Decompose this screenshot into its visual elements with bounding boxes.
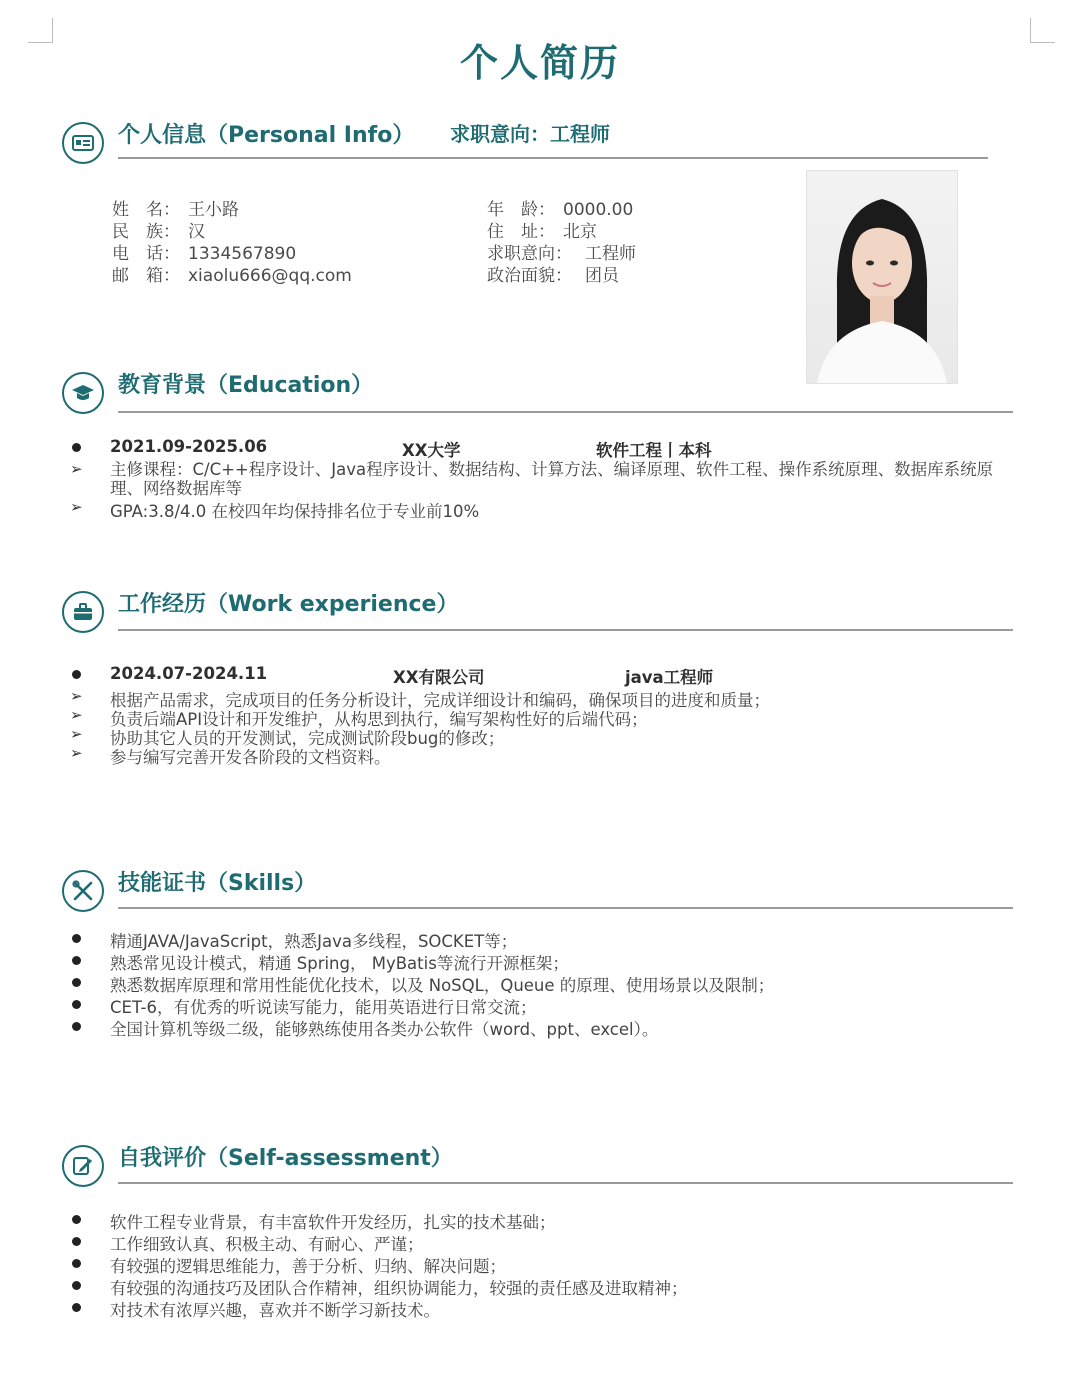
- info-phone: 电 话： 1334567890: [112, 244, 297, 264]
- job-objective-heading: 求职意向：工程师: [450, 122, 610, 146]
- arrow-bullet: ➢: [70, 725, 83, 743]
- bullet-dot: [72, 978, 81, 987]
- info-age: 年 龄： 0000.00: [487, 200, 634, 220]
- self-item: 有较强的沟通技巧及团队合作精神，组织协调能力，较强的责任感及进取精神；: [110, 1279, 688, 1298]
- skill-item: 精通JAVA/JavaScript，熟悉Java多线程，SOCKET等；: [110, 932, 518, 951]
- bullet-dot: [72, 1022, 81, 1031]
- edu-date: 2021.09-2025.06: [110, 437, 268, 456]
- section-divider: [118, 629, 1013, 631]
- skill-item: 熟悉数据库原理和常用性能优化技术，以及 NoSQL，Queue 的原理、使用场景以及限制；: [110, 976, 775, 995]
- work-item: 参与编写完善开发各阶段的文档资料。: [110, 748, 391, 767]
- arrow-bullet: ➢: [70, 687, 83, 705]
- bullet-dot: [72, 1259, 81, 1268]
- bullet-dot: [72, 934, 81, 943]
- arrow-bullet: ➢: [70, 498, 83, 516]
- work-item: 根据产品需求，完成项目的任务分析设计，完成详细设计和编码，确保项目的进度和质量；: [110, 691, 770, 710]
- work-role: java工程师: [625, 668, 714, 687]
- work-item: 协助其它人员的开发测试，完成测试阶段bug的修改；: [110, 729, 505, 748]
- work-date: 2024.07-2024.11: [110, 664, 268, 683]
- bullet-dot: [72, 1303, 81, 1312]
- work-item: 负责后端API设计和开发维护，从构思到执行，编写架构性好的后端代码；: [110, 710, 648, 729]
- section-divider: [118, 157, 988, 159]
- info-address: 住 址： 北京: [487, 222, 597, 242]
- arrow-bullet: ➢: [70, 706, 83, 724]
- section-title-work: 工作经历（Work experience）: [118, 592, 459, 617]
- briefcase-icon: [62, 591, 104, 633]
- skill-item: 全国计算机等级二级，能够熟练使用各类办公软件（word、ppt、excel）。: [110, 1020, 659, 1039]
- section-divider: [118, 1182, 1013, 1184]
- info-ethnicity: 民 族： 汉: [112, 222, 205, 242]
- self-item: 对技术有浓厚兴趣，喜欢并不断学习新技术。: [110, 1301, 440, 1320]
- bullet-dot: [72, 443, 81, 452]
- section-title-personal: 个人信息（Personal Info）: [118, 123, 415, 148]
- bullet-dot: [72, 1237, 81, 1246]
- edu-school: XX大学: [402, 441, 461, 460]
- info-name: 姓 名： 王小路: [112, 200, 239, 220]
- self-item: 软件工程专业背景，有丰富软件开发经历，扎实的技术基础；: [110, 1213, 556, 1232]
- edu-courses: 主修课程：C/C++程序设计、Java程序设计、数据结构、计算方法、编译原理、软件工程、操作系统原理、数据库系统原理、网络数据库等: [110, 460, 994, 498]
- arrow-bullet: ➢: [70, 744, 83, 762]
- bullet-dot: [72, 956, 81, 965]
- bullet-dot: [72, 1000, 81, 1009]
- bullet-dot: [72, 670, 81, 679]
- work-company: XX有限公司: [393, 668, 485, 687]
- section-divider: [118, 907, 1013, 909]
- self-item: 工作细致认真、积极主动、有耐心、严谨；: [110, 1235, 424, 1254]
- section-title-self: 自我评价（Self-assessment）: [118, 1146, 453, 1171]
- bullet-dot: [72, 1281, 81, 1290]
- section-title-education: 教育背景（Education）: [118, 373, 374, 398]
- resume-title: 个人简历: [459, 41, 620, 85]
- tools-icon: [62, 870, 104, 912]
- skill-item: CET-6，有优秀的听说读写能力，能用英语进行日常交流；: [110, 998, 537, 1017]
- section-divider: [118, 411, 1013, 413]
- self-item: 有较强的逻辑思维能力，善于分析、归纳、解决问题；: [110, 1257, 506, 1276]
- edit-icon: [62, 1145, 104, 1187]
- id-card-icon: [62, 122, 104, 164]
- bullet-dot: [72, 1215, 81, 1224]
- section-title-skills: 技能证书（Skills）: [118, 871, 317, 896]
- info-email: 邮 箱： xiaolu666@qq.com: [112, 266, 352, 286]
- info-political: 政治面貌： 团员: [487, 266, 619, 286]
- edu-gpa: GPA:3.8/4.0 在校四年均保持排名位于专业前10%: [110, 502, 480, 521]
- edu-major: 软件工程丨本科: [596, 441, 712, 460]
- skill-item: 熟悉常见设计模式，精通 Spring， MyBatis等流行开源框架；: [110, 954, 569, 973]
- profile-photo: [806, 170, 958, 384]
- info-objective: 求职意向： 工程师: [487, 244, 636, 264]
- arrow-bullet: ➢: [70, 460, 83, 478]
- graduation-cap-icon: [62, 372, 104, 414]
